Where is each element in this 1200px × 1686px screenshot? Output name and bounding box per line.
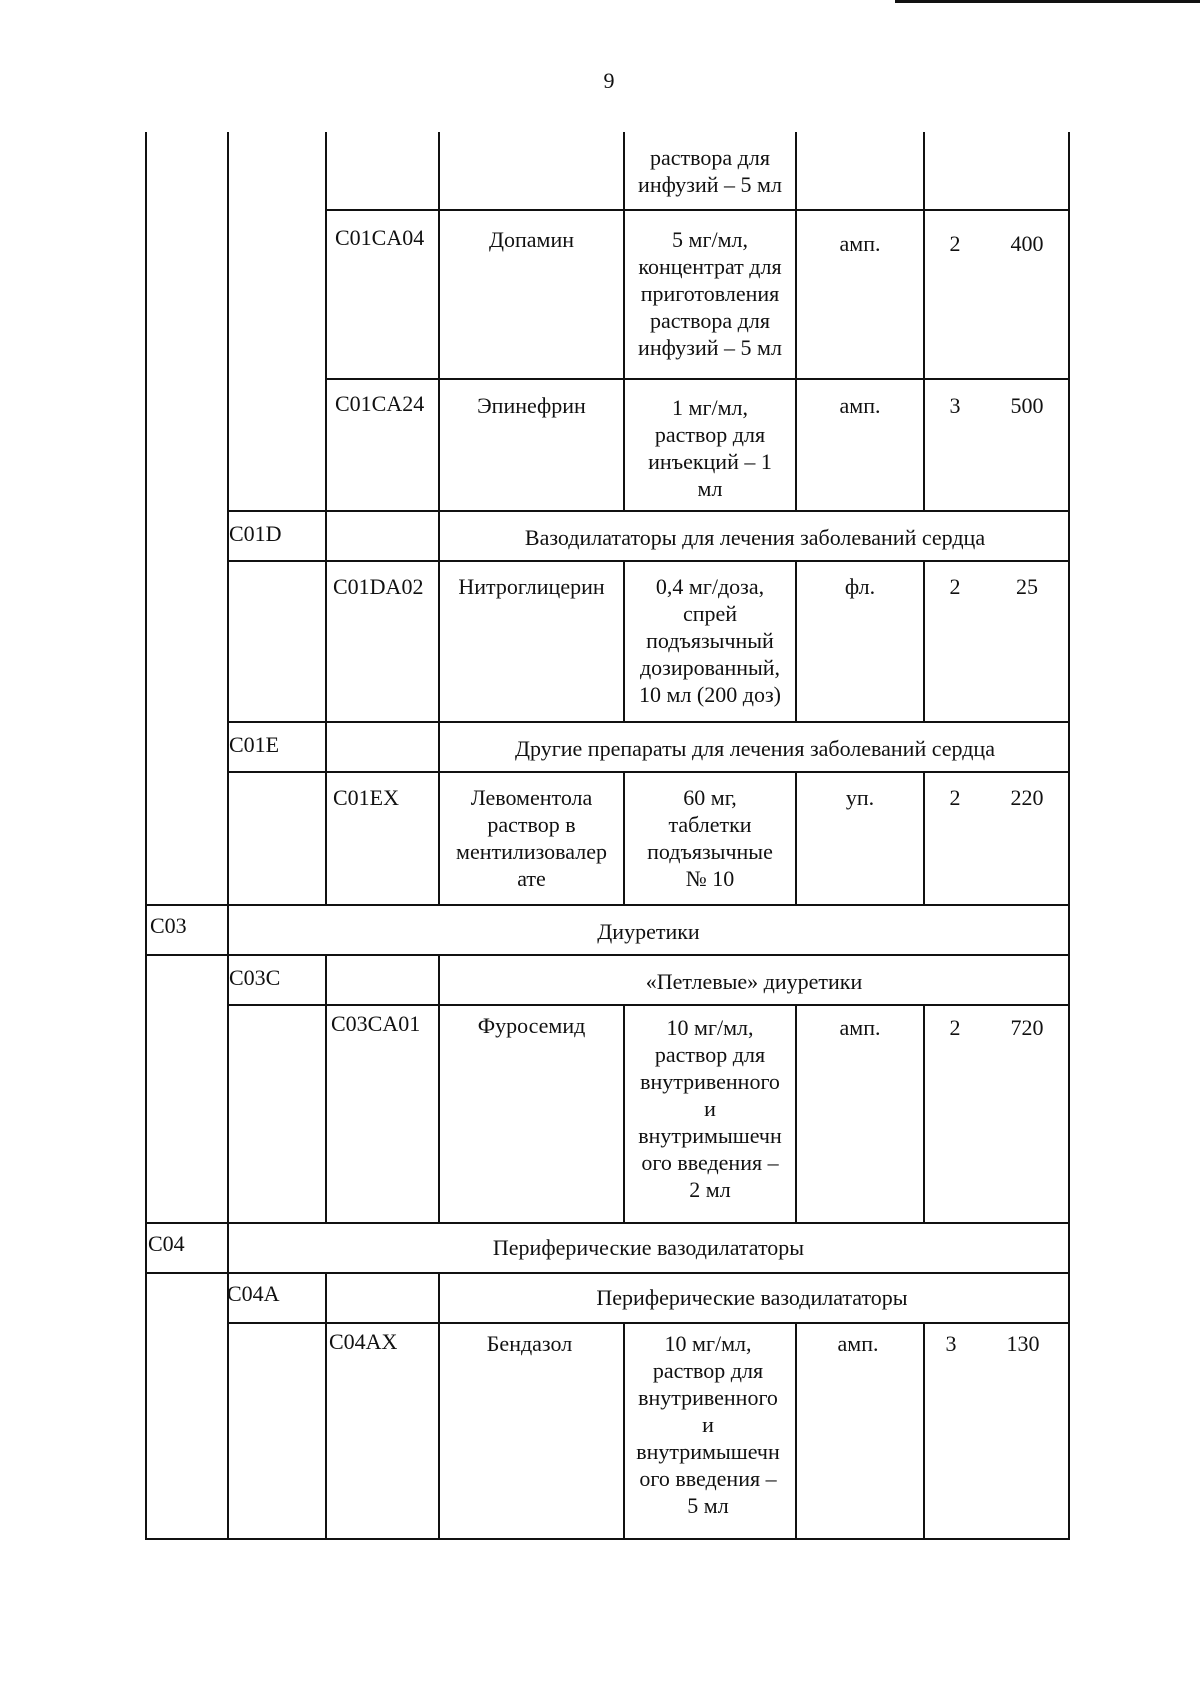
row-divider [227, 771, 1070, 773]
quantity-cell: 2 [949, 231, 961, 256]
unit-cell: уп. [845, 785, 875, 810]
table-border-left [145, 132, 147, 1540]
unit-cell: фл. [844, 574, 876, 599]
drug-name-cell: Фуросемид [477, 1013, 586, 1038]
price-cell: 130 [1006, 1331, 1040, 1356]
price-cell: 500 [1010, 393, 1044, 418]
col-divider-1 [227, 132, 229, 1540]
row-divider [227, 1004, 1070, 1006]
drug-name-cell: Бендазол [486, 1331, 573, 1356]
quantity-cell: 2 [949, 574, 961, 599]
drug-name-cell: Допамин [488, 227, 574, 252]
quantity-cell: 2 [949, 785, 961, 810]
drug-name-cell: Нитроглицерин [458, 574, 605, 599]
drug-name-cell: Левоментола раствор в ментилизовалер ате [456, 785, 607, 891]
dosage-form-cell: 10 мг/мл, раствор для внутривенного и внутримышечн ого введения – 5 мл [636, 1331, 780, 1518]
atc-code-cell: C01CA04 [335, 225, 425, 250]
scan-edge-line [895, 0, 1200, 3]
group-title-cell: Другие препараты для лечения заболеваний сердца [515, 736, 995, 761]
row-divider [227, 560, 1070, 562]
col-divider-2 [325, 132, 327, 1540]
price-cell: 400 [1010, 231, 1044, 256]
group-code-cell: C03 [150, 913, 187, 938]
dosage-form-cell: 10 мг/мл, раствор для внутривенного и внутримышечн ого введения – 2 мл [638, 1015, 782, 1202]
group-code-cell: C04A [227, 1281, 280, 1306]
unit-cell: амп. [839, 393, 881, 418]
dosage-form-cell: 60 мг, таблетки подъязычные № 10 [647, 785, 773, 891]
group-title-cell: Периферические вазодилататоры [596, 1285, 908, 1310]
col-divider-5 [795, 132, 797, 1540]
atc-code-cell: C01CA24 [335, 391, 425, 416]
quantity-cell: 2 [949, 1015, 961, 1040]
unit-cell: амп. [839, 1015, 881, 1040]
table-border-bottom [145, 1538, 1070, 1540]
table-border-right [1068, 132, 1070, 1540]
quantity-cell: 3 [945, 1331, 957, 1356]
group-title-cell: Периферические вазодилататоры [492, 1235, 805, 1260]
group-title-cell: «Петлевые» диуретики [645, 969, 863, 994]
atc-code-cell: C01EX [333, 785, 399, 810]
group-code-cell: C03C [229, 965, 281, 990]
quantity-cell: 3 [949, 393, 961, 418]
price-cell: 25 [1016, 574, 1038, 599]
drug-table [145, 132, 1070, 1540]
col-divider-6 [923, 132, 925, 1540]
dosage-form-cell: 0,4 мг/доза, спрей подъязычный дозированный, 10 мл (200 доз) [639, 574, 781, 707]
drug-name-cell: Эпинефрин [477, 393, 586, 418]
price-cell: 720 [1010, 1015, 1044, 1040]
atc-code-cell: C04AX [329, 1329, 398, 1354]
row-divider [325, 209, 1070, 211]
group-title-cell: Вазодилататоры для лечения заболеваний сердца [524, 525, 986, 550]
page-number: 9 [603, 68, 615, 93]
dosage-form-cell: раствора для инфузий – 5 мл [638, 145, 782, 197]
group-code-cell: C01D [229, 521, 282, 546]
unit-cell: амп. [837, 1331, 879, 1356]
atc-code-cell: C03CA01 [331, 1011, 421, 1036]
atc-code-cell: C01DA02 [333, 574, 424, 599]
group-code-cell: C04 [148, 1231, 185, 1256]
group-code-cell: C01E [229, 732, 280, 757]
row-divider [325, 378, 1070, 380]
price-cell: 220 [1010, 785, 1044, 810]
dosage-form-cell: 1 мг/мл, раствор для инъекций – 1 мл [648, 395, 772, 501]
dosage-form-cell: 5 мг/мл, концентрат для приготовления раствора для инфузий – 5 мл [638, 227, 782, 360]
row-divider [227, 1322, 1070, 1324]
group-title-cell: Диуретики [597, 919, 700, 944]
unit-cell: амп. [839, 231, 881, 256]
